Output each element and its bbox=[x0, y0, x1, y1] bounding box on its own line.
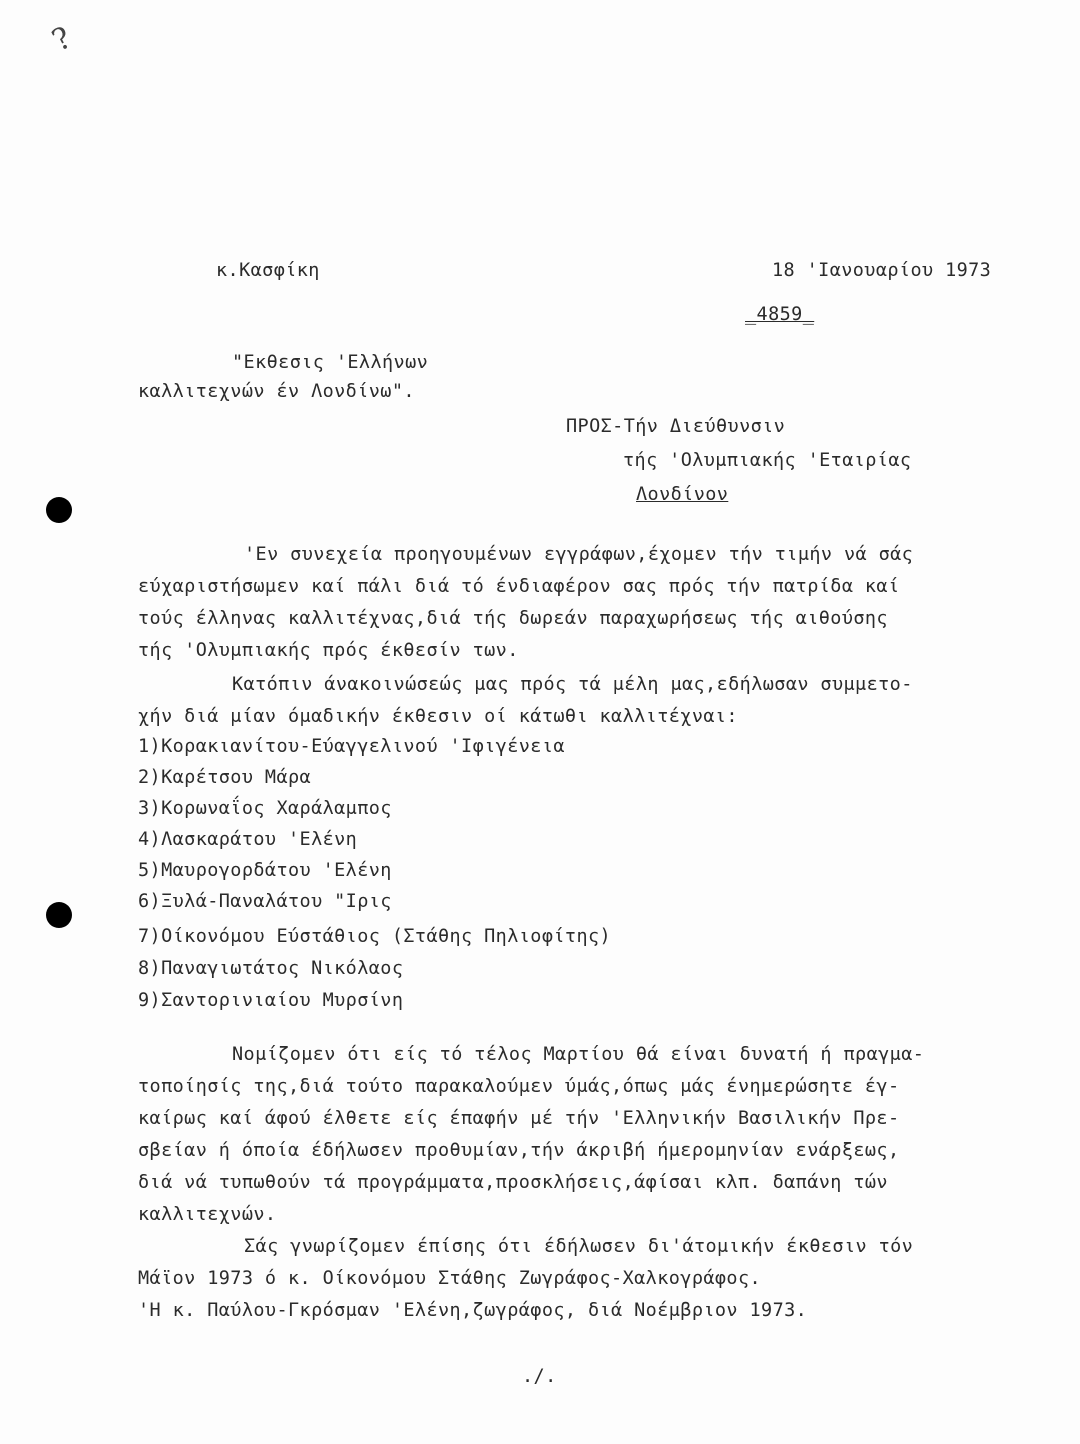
paragraph-line: καλλιτεχνών. bbox=[138, 1204, 277, 1225]
reference-initials: κ.Κασφίκη bbox=[216, 260, 320, 281]
recipient-city: Λονδίνον bbox=[636, 484, 729, 505]
continuation-mark: ./. bbox=[522, 1366, 557, 1387]
handwritten-mark: ? bbox=[46, 20, 78, 59]
punch-hole-top bbox=[46, 497, 72, 523]
paragraph-line: διά νά τυπωθούν τά προγράμματα,προσκλήσεις,άφίσαι κλπ. δαπάνη τών bbox=[138, 1172, 888, 1193]
list-item: 3)Κορωναΐος Χαράλαμπος bbox=[138, 798, 392, 819]
recipient-line-1: ΠΡΟΣ-Τήν Διεύθυνσιν bbox=[566, 416, 786, 437]
paragraph-line: καίρως καί άφού έλθετε είς έπαφήν μέ τήν 'Ελληνικήν Βασιλικήν Πρε- bbox=[138, 1108, 900, 1129]
punch-hole-bottom bbox=[46, 902, 72, 928]
paragraph-line: τής 'Ολυμπιακής πρός έκθεσίν των. bbox=[138, 640, 519, 661]
list-item: 7)Οίκονόμου Εύστάθιος (Στάθης Πηλιοφίτης) bbox=[138, 926, 612, 947]
list-item: 6)Ξυλά-Παναλάτου "Ιρις bbox=[138, 891, 392, 912]
list-item: 4)Λασκαράτου 'Ελένη bbox=[138, 829, 358, 850]
paragraph-line: Σάς γνωρίζομεν έπίσης ότι έδήλωσεν δι'άτομικήν έκθεσιν τόν bbox=[244, 1236, 914, 1257]
letter-date: 18 'Ιανουαρίου 1973 bbox=[772, 260, 992, 281]
list-item: 1)Κορακιανίτου-Εύαγγελινού 'Ιφιγένεια bbox=[138, 736, 565, 757]
list-item: 5)Μαυρογορδάτου 'Ελένη bbox=[138, 860, 392, 881]
paragraph-line: Νομίζομεν ότι είς τό τέλος Μαρτίου θά είναι δυνατή ή πραγμα- bbox=[232, 1044, 925, 1065]
recipient-line-2: τής 'Ολυμπιακής 'Εταιρίας bbox=[623, 450, 912, 471]
protocol-number: _4859_ bbox=[745, 304, 815, 325]
paragraph-line: σβείαν ή όποία έδήλωσεν προθυμίαν,τήν άκριβή ήμερομηνίαν ενάρξεως, bbox=[138, 1140, 900, 1161]
paragraph-line: χήν διά μίαν όμαδικήν έκθεσιν οί κάτωθι καλλιτέχναι: bbox=[138, 706, 738, 727]
paragraph-line: Μάϊον 1973 ό κ. Οίκονόμου Στάθης Ζωγράφος-Χαλκογράφος. bbox=[138, 1268, 762, 1289]
list-item: 8)Παναγιωτάτος Νικόλαος bbox=[138, 958, 404, 979]
paragraph-line: 'Εν συνεχεία προηγουμένων εγγράφων,έχομεν τήν τιμήν νά σάς bbox=[244, 544, 914, 565]
paragraph-line: Κατόπιν άνακοινώσεώς μας πρός τά μέλη μας,εδήλωσαν συμμετο- bbox=[232, 674, 913, 695]
list-item: 2)Καρέτσου Μάρα bbox=[138, 767, 312, 788]
paragraph-line: τούς έλληνας καλλιτέχνας,διά τής δωρεάν παραχωρήσεως τής αιθούσης bbox=[138, 608, 888, 629]
subject-line-2: καλλιτεχνών έν Λονδίνω". bbox=[138, 381, 415, 402]
paragraph-line: τοποίησίς της,διά τούτο παρακαλούμεν ύμάς,όπως μάς ένημερώσητε έγ- bbox=[138, 1076, 900, 1097]
paragraph-line: εύχαριστήσωμεν καί πάλι διά τό ένδιαφέρον σας πρός τήν πατρίδα καί bbox=[138, 576, 900, 597]
list-item: 9)Σαντορινιαίου Μυρσίνη bbox=[138, 990, 404, 1011]
paragraph-line: 'Η κ. Παύλου-Γκρόσμαν 'Ελένη,ζωγράφος, διά Νοέμβριον 1973. bbox=[138, 1300, 808, 1321]
subject-line-1: "Εκθεσις 'Ελλήνων bbox=[232, 352, 429, 373]
